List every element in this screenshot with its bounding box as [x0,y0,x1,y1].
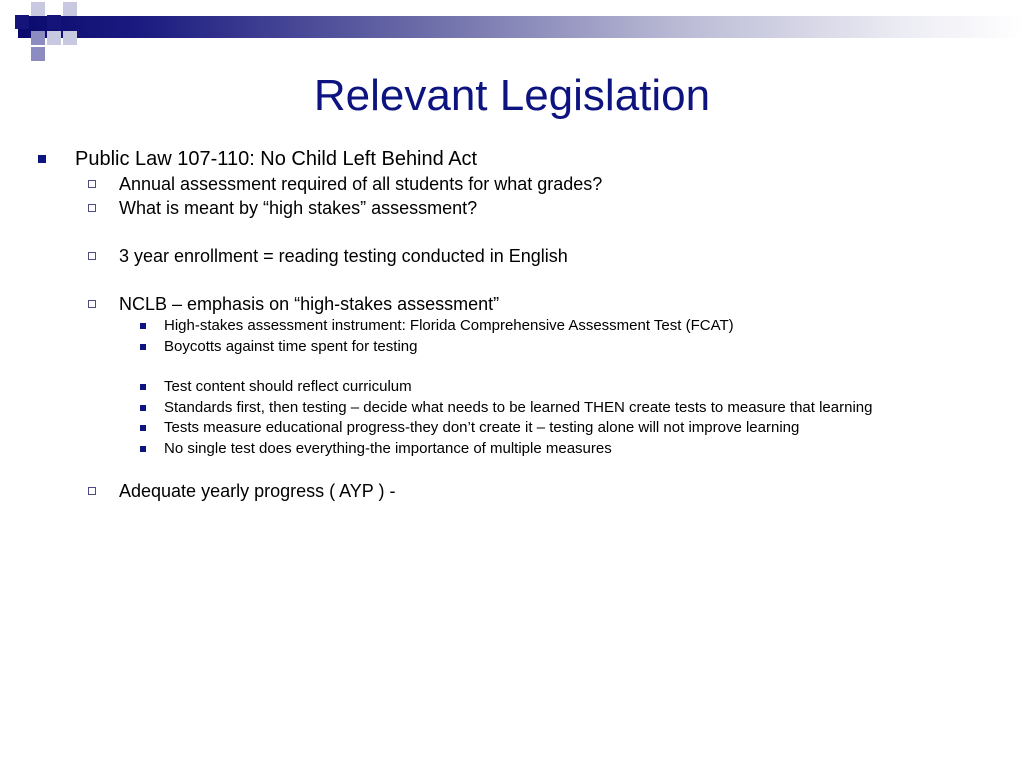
bullet-text: 3 year enrollment = reading testing conducted in English [119,246,568,266]
bullet-text: Adequate yearly progress ( AYP ) - [119,481,396,501]
sub-sub-bullet-item [0,398,1024,419]
square-bullet-icon [38,155,46,163]
small-square-bullet-icon [140,425,146,431]
small-square-bullet-icon [140,405,146,411]
spacer [0,268,1024,292]
header-gradient-bar [18,16,1024,38]
bullet-text: Standards first, then testing – decide what needs to be learned THEN create tests to measure that learning [164,398,873,416]
small-square-bullet-icon [140,323,146,329]
small-square-bullet-icon [140,384,146,390]
slide-title: Relevant Legislation [313,71,711,120]
spacer [0,220,1024,244]
sub-sub-bullet-item [0,337,1024,358]
header-square [47,15,61,29]
header-square [47,31,61,45]
small-square-bullet-icon [140,344,146,350]
sub-bullet-item [0,244,1024,268]
sub-bullet-item [0,196,1024,220]
hollow-square-bullet-icon [88,204,96,212]
header-square [31,2,45,16]
bullet-text: No single test does everything-the importance of multiple measures [164,439,612,457]
bullet-text: Public Law 107-110: No Child Left Behind Act [75,148,478,170]
sub-sub-bullet-item [0,377,1024,398]
header-square [63,31,77,45]
spacer [0,459,1024,479]
hollow-square-bullet-icon [88,487,96,495]
bullet-text: NCLB – emphasis on “high-stakes assessment” [119,294,500,314]
sub-sub-bullet-item [0,418,1024,439]
hollow-square-bullet-icon [88,252,96,260]
sub-sub-bullet-item [0,316,1024,337]
sub-sub-bullet-item [0,439,1024,460]
bullet-item [0,146,1024,172]
spacer [0,357,1024,377]
bullet-text: Annual assessment required of all students for what grades? [119,174,603,194]
sub-bullet-item [0,172,1024,196]
small-square-bullet-icon [140,446,146,452]
header-square [31,47,45,61]
header-square [15,15,29,29]
sub-bullet-item [0,479,1024,503]
sub-bullet-item [0,292,1024,316]
header-square [63,2,77,16]
hollow-square-bullet-icon [88,300,96,308]
header-square [31,31,45,45]
bullet-text: Test content should reflect curriculum [164,378,412,395]
bullet-text: Boycotts against time spent for testing [164,337,418,355]
bullet-text: Tests measure educational progress-they don’t create it – testing alone will not improve learning [164,419,800,436]
slide-body [0,146,1024,503]
bullet-text: High-stakes assessment instrument: Florida Comprehensive Assessment Test (FCAT) [164,317,734,334]
hollow-square-bullet-icon [88,180,96,188]
bullet-text: What is meant by “high stakes” assessment? [119,198,478,218]
